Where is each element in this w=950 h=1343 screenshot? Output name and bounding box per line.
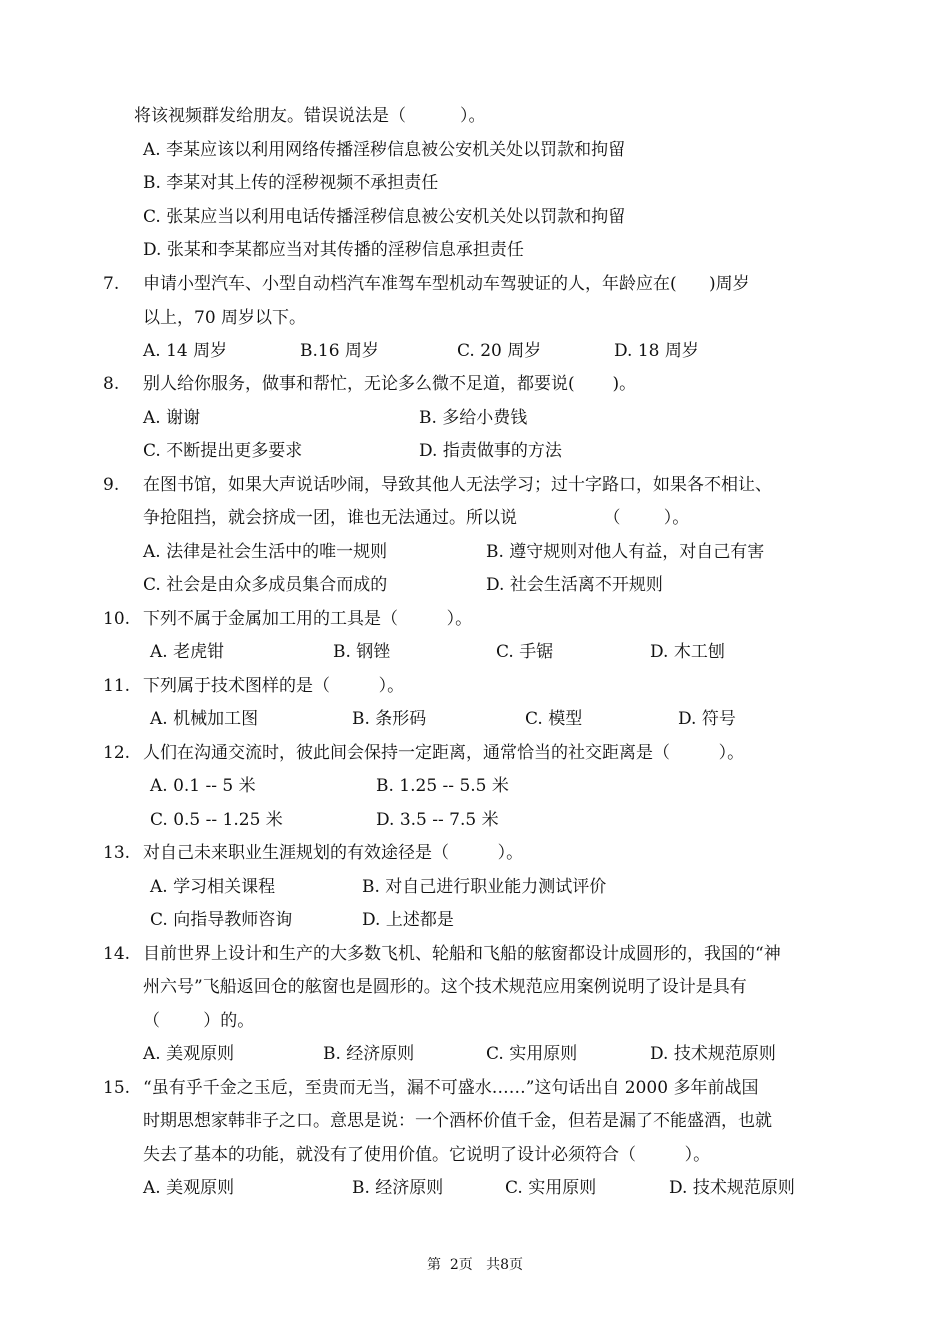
question-9-option-a: A. 法律是社会生活中的唯一规则	[143, 542, 388, 562]
question-13-number: 13.	[103, 843, 131, 863]
question-12-option-a: A. 0.1 -- 5 米	[150, 776, 256, 796]
question-13-option-b: B. 对自己进行职业能力测试评价	[362, 877, 607, 897]
question-8-number: 8.	[103, 374, 120, 394]
question-9-number: 9.	[103, 475, 120, 495]
question-7-option-b: B.16 周岁	[300, 341, 379, 361]
question-8-stem-line-1: 别人给你服务，做事和帮忙，无论多么微不足道，都要说( )。	[143, 374, 637, 394]
question-7-stem-line-2: 以上，70 周岁以下。	[143, 308, 307, 328]
question-15-option-b: B. 经济原则	[352, 1178, 444, 1198]
question-9-option-c: C. 社会是由众多成员集合而成的	[143, 575, 388, 595]
question-15-stem-line-1: “虽有乎千金之玉卮，至贵而无当，漏不可盛水……”这句话出自 2000 多年前战国	[143, 1078, 759, 1098]
question-14-stem-line-1: 目前世界上设计和生产的大多数飞机、轮船和飞船的舷窗都设计成圆形的，我国的“神	[143, 944, 781, 964]
question-13-stem-line-1: 对自己未来职业生涯规划的有效途径是（ ）。	[143, 843, 524, 863]
question-14-stem-line-2: 州六号”飞船返回仓的舷窗也是圆形的。这个技术规范应用案例说明了设计是具有	[143, 977, 747, 997]
question-14-number: 14.	[103, 944, 131, 964]
page-footer: 第 2页 共8页	[426, 1257, 524, 1273]
question-10-option-d: D. 木工刨	[650, 642, 725, 662]
question-9-stem-line-1: 在图书馆，如果大声说话吵闹，导致其他人无法学习；过十字路口，如果各不相让、	[143, 475, 772, 495]
question-12-option-b: B. 1.25 -- 5.5 米	[376, 776, 509, 796]
question-11-option-c: C. 模型	[525, 709, 583, 729]
question-6-option-d: D. 张某和李某都应当对其传播的淫秽信息承担责任	[143, 240, 524, 260]
question-7-stem-line-1: 申请小型汽车、小型自动档汽车准驾车型机动车驾驶证的人，年龄应在( )周岁	[143, 274, 750, 294]
question-11-option-d: D. 符号	[678, 709, 736, 729]
question-9-option-d: D. 社会生活离不开规则	[486, 575, 663, 595]
question-12-option-d: D. 3.5 -- 7.5 米	[376, 810, 499, 830]
question-8-option-b: B. 多给小费钱	[419, 408, 528, 428]
question-13-option-d: D. 上述都是	[362, 910, 454, 930]
question-10-option-a: A. 老虎钳	[150, 642, 225, 662]
question-14-stem-line-3: （ ）的。	[143, 1011, 255, 1031]
question-14-option-b: B. 经济原则	[323, 1044, 415, 1064]
question-10-option-c: C. 手锯	[496, 642, 554, 662]
question-7-option-a: A. 14 周岁	[143, 341, 228, 361]
question-8-option-a: A. 谢谢	[143, 408, 201, 428]
question-11-option-a: A. 机械加工图	[150, 709, 259, 729]
question-11-stem-line-1: 下列属于技术图样的是（ ）。	[143, 676, 405, 696]
question-11-option-b: B. 条形码	[352, 709, 427, 729]
question-10-number: 10.	[103, 609, 131, 629]
question-6-option-b: B. 李某对其上传的淫秽视频不承担责任	[143, 173, 439, 193]
question-6-option-c: C. 张某应当以利用电话传播淫秽信息被公安机关处以罚款和拘留	[143, 207, 626, 227]
question-7-option-c: C. 20 周岁	[457, 341, 542, 361]
question-15-number: 15.	[103, 1078, 131, 1098]
question-8-option-d: D. 指责做事的方法	[419, 441, 562, 461]
question-9-option-b: B. 遵守规则对他人有益，对自己有害	[486, 542, 765, 562]
question-8-option-c: C. 不断提出更多要求	[143, 441, 303, 461]
question-15-option-d: D. 技术规范原则	[669, 1178, 795, 1198]
question-6-continuation-line: 将该视频群发给朋友。错误说法是（ ）。	[134, 106, 486, 126]
question-15-stem-line-2: 时期思想家韩非子之口。意思是说：一个酒杯价值千金，但若是漏了不能盛酒，也就	[143, 1111, 772, 1131]
question-10-option-b: B. 钢锉	[333, 642, 391, 662]
question-11-number: 11.	[103, 676, 131, 696]
question-12-stem-line-1: 人们在沟通交流时，彼此间会保持一定距离，通常恰当的社交距离是（ ）。	[143, 743, 745, 763]
question-7-option-d: D. 18 周岁	[614, 341, 699, 361]
question-10-stem-line-1: 下列不属于金属加工用的工具是（ ）。	[143, 609, 473, 629]
question-13-option-a: A. 学习相关课程	[150, 877, 276, 897]
question-15-stem-line-3: 失去了基本的功能，就没有了使用价值。它说明了设计必须符合（ ）。	[143, 1145, 711, 1165]
question-15-option-a: A. 美观原则	[143, 1178, 235, 1198]
question-15-option-c: C. 实用原则	[505, 1178, 597, 1198]
question-12-option-c: C. 0.5 -- 1.25 米	[150, 810, 283, 830]
question-7-number: 7.	[103, 274, 120, 294]
question-13-option-c: C. 向指导教师咨询	[150, 910, 293, 930]
question-14-option-d: D. 技术规范原则	[650, 1044, 776, 1064]
question-14-option-c: C. 实用原则	[486, 1044, 578, 1064]
question-14-option-a: A. 美观原则	[143, 1044, 235, 1064]
question-12-number: 12.	[103, 743, 131, 763]
question-6-option-a: A. 李某应该以利用网络传播淫秽信息被公安机关处以罚款和拘留	[143, 140, 626, 160]
question-9-stem-line-2: 争抢阻挡，就会挤成一团，谁也无法通过。所以说 （ ）。	[143, 508, 690, 528]
